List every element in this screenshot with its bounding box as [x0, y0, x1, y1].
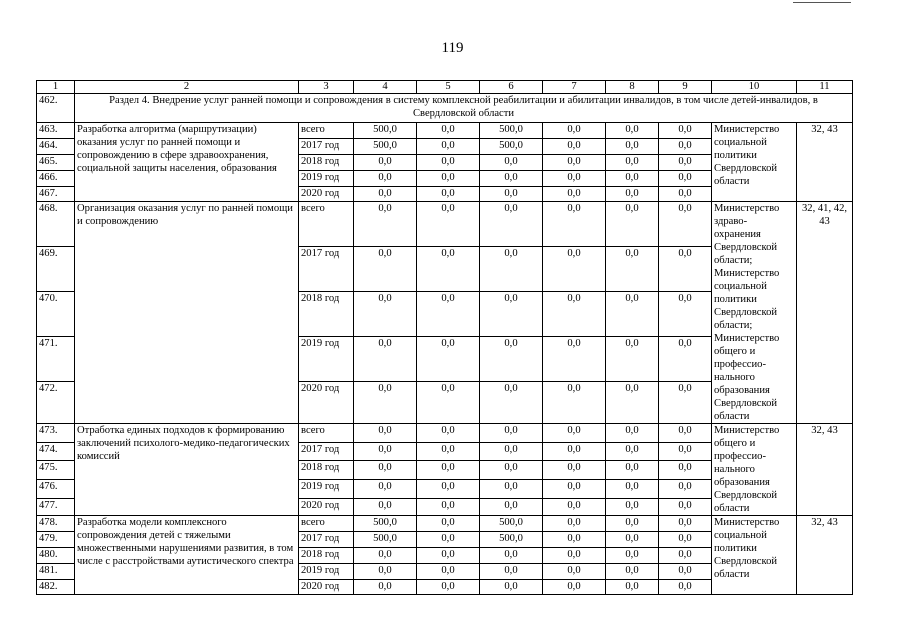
column-header: 6 — [480, 81, 543, 94]
executor-cell: Министерство здраво-охранения Свердловской области; Министерство социальной политики Свердловской области; Министерство общего и профессио-нального образования Свердловской области — [712, 202, 797, 424]
target-refs-cell: 32, 41, 42, 43 — [797, 202, 853, 424]
amount-cell: 0,0 — [354, 564, 417, 580]
amount-cell: 0,0 — [354, 442, 417, 461]
column-header-row — [37, 81, 853, 94]
amount-cell: 0,0 — [417, 123, 480, 139]
amount-cell: 0,0 — [606, 516, 659, 532]
amount-cell: 0,0 — [543, 516, 606, 532]
amount-cell: 0,0 — [606, 336, 659, 381]
amount-cell: 0,0 — [543, 155, 606, 171]
amount-cell: 0,0 — [543, 564, 606, 580]
amount-cell: 0,0 — [606, 171, 659, 187]
target-refs-cell: 32, 43 — [797, 123, 853, 202]
amount-cell: 0,0 — [659, 246, 712, 291]
row-number: 463. — [37, 123, 75, 139]
period-cell: 2019 год — [299, 336, 354, 381]
amount-cell: 0,0 — [543, 580, 606, 595]
amount-cell: 0,0 — [354, 155, 417, 171]
period-cell: всего — [299, 516, 354, 532]
amount-cell: 0,0 — [480, 155, 543, 171]
amount-cell: 0,0 — [543, 246, 606, 291]
amount-cell: 0,0 — [606, 202, 659, 247]
amount-cell: 0,0 — [480, 424, 543, 443]
amount-cell: 0,0 — [543, 442, 606, 461]
amount-cell: 0,0 — [659, 532, 712, 548]
amount-cell: 0,0 — [606, 123, 659, 139]
activity-name: Разработка алгоритма (маршрутизации) оказания услуг по ранней помощи и сопровождению в сфере здравоохранения, социальной защиты населения, образования — [75, 123, 299, 202]
row-number: 476. — [37, 479, 75, 498]
row-number: 474. — [37, 442, 75, 461]
amount-cell: 0,0 — [417, 564, 480, 580]
amount-cell: 0,0 — [354, 498, 417, 516]
period-cell: 2020 год — [299, 187, 354, 202]
row-number: 468. — [37, 202, 75, 247]
amount-cell: 0,0 — [606, 548, 659, 564]
amount-cell: 0,0 — [354, 548, 417, 564]
period-cell: 2018 год — [299, 461, 354, 480]
amount-cell: 500,0 — [354, 516, 417, 532]
activity-name: Отработка единых подходов к формированию заключений психолого-медико-педагогических комиссий — [75, 424, 299, 516]
amount-cell: 0,0 — [417, 548, 480, 564]
amount-cell: 0,0 — [417, 139, 480, 155]
column-header: 10 — [712, 81, 797, 94]
amount-cell: 0,0 — [354, 246, 417, 291]
amount-cell: 0,0 — [480, 171, 543, 187]
amount-cell: 0,0 — [480, 336, 543, 381]
period-cell: 2017 год — [299, 139, 354, 155]
amount-cell: 0,0 — [606, 246, 659, 291]
period-cell: 2017 год — [299, 532, 354, 548]
column-header: 1 — [37, 81, 75, 94]
amount-cell: 0,0 — [659, 516, 712, 532]
table-row — [37, 424, 853, 443]
amount-cell: 0,0 — [543, 424, 606, 443]
period-cell: всего — [299, 424, 354, 443]
amount-cell: 0,0 — [417, 291, 480, 336]
period-cell: 2019 год — [299, 564, 354, 580]
section-row — [37, 94, 853, 123]
table-row — [37, 202, 853, 247]
amount-cell: 0,0 — [606, 498, 659, 516]
amount-cell: 0,0 — [354, 381, 417, 423]
row-number: 465. — [37, 155, 75, 171]
budget-table — [36, 80, 853, 595]
period-cell: 2018 год — [299, 291, 354, 336]
page-number: 119 — [441, 40, 464, 56]
row-number: 467. — [37, 187, 75, 202]
amount-cell: 0,0 — [354, 580, 417, 595]
amount-cell: 0,0 — [543, 548, 606, 564]
amount-cell: 0,0 — [480, 381, 543, 423]
row-number: 479. — [37, 532, 75, 548]
amount-cell: 0,0 — [417, 461, 480, 480]
amount-cell: 500,0 — [354, 532, 417, 548]
period-cell: 2019 год — [299, 479, 354, 498]
amount-cell: 0,0 — [417, 479, 480, 498]
amount-cell: 0,0 — [606, 381, 659, 423]
period-cell: 2017 год — [299, 246, 354, 291]
amount-cell: 0,0 — [354, 291, 417, 336]
amount-cell: 500,0 — [480, 139, 543, 155]
amount-cell: 0,0 — [480, 187, 543, 202]
column-header: 5 — [417, 81, 480, 94]
amount-cell: 0,0 — [417, 498, 480, 516]
row-number: 482. — [37, 580, 75, 595]
amount-cell: 0,0 — [417, 516, 480, 532]
amount-cell: 0,0 — [354, 336, 417, 381]
amount-cell: 0,0 — [417, 424, 480, 443]
amount-cell: 0,0 — [417, 442, 480, 461]
amount-cell: 0,0 — [659, 187, 712, 202]
amount-cell: 0,0 — [606, 424, 659, 443]
amount-cell: 0,0 — [659, 461, 712, 480]
amount-cell: 0,0 — [606, 461, 659, 480]
period-cell: 2020 год — [299, 381, 354, 423]
row-number: 481. — [37, 564, 75, 580]
top-rule — [793, 2, 851, 3]
period-cell: 2020 год — [299, 498, 354, 516]
amount-cell: 500,0 — [354, 139, 417, 155]
amount-cell: 500,0 — [480, 123, 543, 139]
row-number: 478. — [37, 516, 75, 532]
amount-cell: 0,0 — [659, 498, 712, 516]
amount-cell: 0,0 — [417, 580, 480, 595]
row-number: 475. — [37, 461, 75, 480]
amount-cell: 0,0 — [543, 202, 606, 247]
column-header: 3 — [299, 81, 354, 94]
amount-cell: 0,0 — [354, 171, 417, 187]
amount-cell: 0,0 — [659, 548, 712, 564]
amount-cell: 0,0 — [543, 498, 606, 516]
column-header: 11 — [797, 81, 853, 94]
target-refs-cell: 32, 43 — [797, 516, 853, 595]
section-title: Раздел 4. Внедрение услуг ранней помощи и сопровождения в систему комплексной реабилитации и абилитации инвалидов, в том числе детей-инвалидов, в Свердловской области — [75, 94, 853, 123]
period-cell: 2018 год — [299, 548, 354, 564]
period-cell: 2017 год — [299, 442, 354, 461]
amount-cell: 0,0 — [543, 461, 606, 480]
column-header: 2 — [75, 81, 299, 94]
amount-cell: 0,0 — [659, 123, 712, 139]
amount-cell: 0,0 — [659, 291, 712, 336]
amount-cell: 0,0 — [417, 336, 480, 381]
amount-cell: 0,0 — [659, 564, 712, 580]
period-cell: всего — [299, 123, 354, 139]
executor-cell: Министерство общего и профессио-нального образования Свердловской области — [712, 424, 797, 516]
row-number: 472. — [37, 381, 75, 423]
amount-cell: 0,0 — [480, 498, 543, 516]
column-header: 7 — [543, 81, 606, 94]
amount-cell: 0,0 — [417, 532, 480, 548]
amount-cell: 0,0 — [417, 155, 480, 171]
amount-cell: 0,0 — [480, 548, 543, 564]
amount-cell: 0,0 — [354, 424, 417, 443]
activity-name: Разработка модели комплексного сопровождения детей с тяжелыми множественными нарушениями развития, в том числе с расстройствами аутистического спектра — [75, 516, 299, 595]
amount-cell: 0,0 — [606, 187, 659, 202]
amount-cell: 0,0 — [480, 461, 543, 480]
amount-cell: 0,0 — [480, 479, 543, 498]
amount-cell: 0,0 — [606, 155, 659, 171]
amount-cell: 0,0 — [543, 291, 606, 336]
amount-cell: 0,0 — [606, 532, 659, 548]
amount-cell: 0,0 — [543, 171, 606, 187]
table-row — [37, 123, 853, 139]
activity-name: Организация оказания услуг по ранней помощи и сопровождению — [75, 202, 299, 424]
period-cell: 2019 год — [299, 171, 354, 187]
amount-cell: 0,0 — [543, 479, 606, 498]
row-number: 473. — [37, 424, 75, 443]
amount-cell: 0,0 — [480, 291, 543, 336]
amount-cell: 0,0 — [659, 139, 712, 155]
period-cell: 2020 год — [299, 580, 354, 595]
amount-cell: 500,0 — [480, 516, 543, 532]
amount-cell: 0,0 — [543, 139, 606, 155]
amount-cell: 0,0 — [606, 580, 659, 595]
amount-cell: 0,0 — [659, 442, 712, 461]
executor-cell: Министерство социальной политики Свердловской области — [712, 516, 797, 595]
amount-cell: 0,0 — [659, 580, 712, 595]
table-row — [37, 516, 853, 532]
amount-cell: 0,0 — [480, 202, 543, 247]
row-number: 477. — [37, 498, 75, 516]
amount-cell: 500,0 — [480, 532, 543, 548]
amount-cell: 0,0 — [659, 155, 712, 171]
amount-cell: 0,0 — [480, 580, 543, 595]
row-number: 464. — [37, 139, 75, 155]
amount-cell: 0,0 — [480, 442, 543, 461]
row-number: 462. — [37, 94, 75, 123]
amount-cell: 0,0 — [659, 424, 712, 443]
column-header: 9 — [659, 81, 712, 94]
amount-cell: 0,0 — [659, 336, 712, 381]
amount-cell: 0,0 — [606, 442, 659, 461]
period-cell: 2018 год — [299, 155, 354, 171]
row-number: 469. — [37, 246, 75, 291]
amount-cell: 0,0 — [480, 564, 543, 580]
amount-cell: 500,0 — [354, 123, 417, 139]
amount-cell: 0,0 — [354, 479, 417, 498]
row-number: 470. — [37, 291, 75, 336]
amount-cell: 0,0 — [606, 479, 659, 498]
amount-cell: 0,0 — [354, 461, 417, 480]
amount-cell: 0,0 — [543, 532, 606, 548]
amount-cell: 0,0 — [417, 202, 480, 247]
amount-cell: 0,0 — [354, 202, 417, 247]
amount-cell: 0,0 — [354, 187, 417, 202]
amount-cell: 0,0 — [659, 381, 712, 423]
amount-cell: 0,0 — [543, 336, 606, 381]
column-header: 8 — [606, 81, 659, 94]
amount-cell: 0,0 — [659, 202, 712, 247]
row-number: 480. — [37, 548, 75, 564]
column-header: 4 — [354, 81, 417, 94]
amount-cell: 0,0 — [480, 246, 543, 291]
amount-cell: 0,0 — [417, 187, 480, 202]
row-number: 471. — [37, 336, 75, 381]
executor-cell: Министерство социальной политики Свердловской области — [712, 123, 797, 202]
amount-cell: 0,0 — [606, 291, 659, 336]
amount-cell: 0,0 — [543, 187, 606, 202]
target-refs-cell: 32, 43 — [797, 424, 853, 516]
amount-cell: 0,0 — [606, 139, 659, 155]
row-number: 466. — [37, 171, 75, 187]
amount-cell: 0,0 — [417, 171, 480, 187]
amount-cell: 0,0 — [659, 171, 712, 187]
amount-cell: 0,0 — [543, 381, 606, 423]
amount-cell: 0,0 — [606, 564, 659, 580]
amount-cell: 0,0 — [417, 246, 480, 291]
period-cell: всего — [299, 202, 354, 247]
amount-cell: 0,0 — [659, 479, 712, 498]
amount-cell: 0,0 — [543, 123, 606, 139]
amount-cell: 0,0 — [417, 381, 480, 423]
